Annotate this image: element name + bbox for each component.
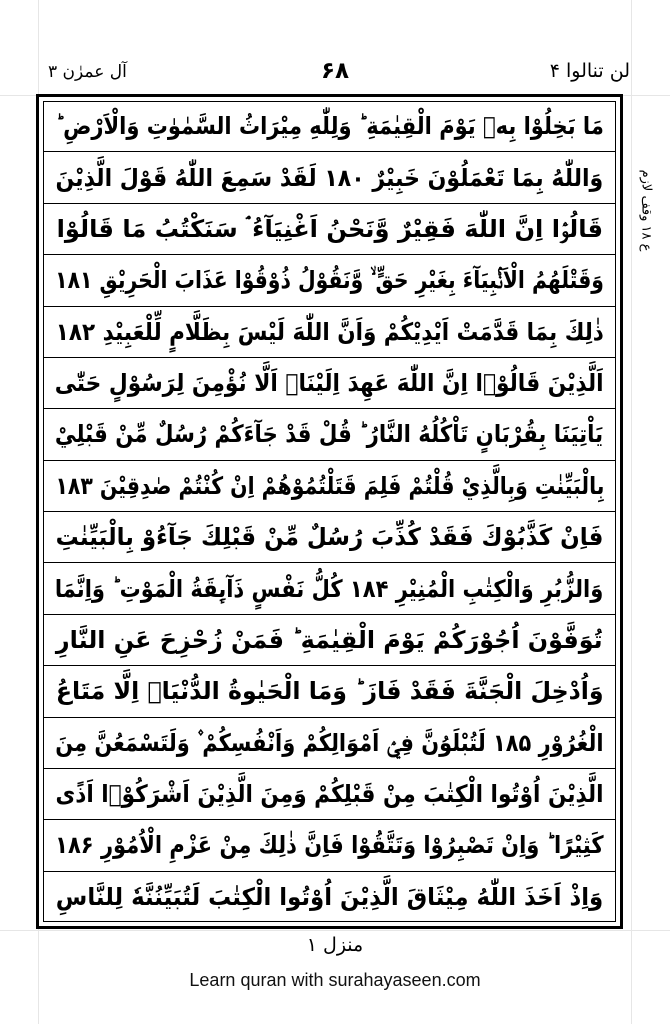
verse-line (43, 512, 616, 563)
verse-line (43, 204, 616, 255)
verse-line (43, 666, 616, 717)
verse-line-text: وَالزُّبُرِ وَالْكِتٰبِ الْمُنِيْرِ ۱۸۴ كُلُّ نَفْسٍ ذَآىِٕقَةُ الْمَوْتِ ؕ وَاِنَّمَا (55, 574, 604, 603)
verse-lines (43, 101, 616, 922)
quran-text-frame (36, 94, 623, 929)
verse-line (43, 820, 616, 871)
verse-line (43, 307, 616, 358)
verse-line-text: تُوَفَّوْنَ اُجُوْرَكُمْ يَوْمَ الْقِيٰمَةِ ؕ فَمَنْ زُحْزِحَ عَنِ النَّارِ (56, 625, 603, 654)
verse-line-text: وَاُدْخِلَ الْجَنَّةَ فَقَدْ فَازَ ؕ وَمَا الْحَيٰوةُ الدُّنْيَاۤ اِلَّا مَتَاعُ (55, 677, 604, 706)
verse-line-text: اَلَّذِيْنَ قَالُوْۤا اِنَّ اللّٰهَ عَهِدَ اِلَيْنَاۤ اَلَّا نُؤْمِنَ لِرَسُوْلٍ حَتّٰى (55, 369, 604, 398)
surah-name: آل عمرٰن ۳ (48, 62, 127, 82)
verse-line-text: ذٰلِكَ بِمَا قَدَّمَتْ اَيْدِيْكُمْ وَاَنَّ اللّٰهَ لَيْسَ بِظَلَّامٍ لِّلْعَبِيْدِ ۱۸۲ (55, 317, 604, 346)
verse-line (43, 563, 616, 614)
verse-line-text: مَا بَخِلُوْا بِهٖ يَوْمَ الْقِيٰمَةِ ؕ وَلِلّٰهِ مِيْرَاثُ السَّمٰوٰتِ وَالْاَرْضِ ؕ (55, 112, 604, 141)
verse-line-text: قَالُوْۤا اِنَّ اللّٰهَ فَقِيْرٌ وَّنَحْنُ اَغْنِيَآءُ ۘ سَنَكْتُبُ مَا قَالُوْا (56, 214, 603, 243)
margin-ruku-note (626, 150, 666, 270)
verse-line-text: يَاْتِيَنَا بِقُرْبَانٍ تَاْكُلُهُ النَّارُ ؕ قُلْ قَدْ جَآءَكُمْ رُسُلٌ مِّنْ قَبْلِيْ (55, 420, 604, 449)
verse-line-text: بِالْبَيِّنٰتِ وَبِالَّذِيْ قُلْتُمْ فَلِمَ قَتَلْتُمُوْهُمْ اِنْ كُنْتُمْ صٰدِقِيْنَ ۱۸۳ (55, 471, 604, 500)
ruku-marker-text: ع ۱۸ وقف لازم (638, 169, 654, 251)
verse-line-text: فَاِنْ كَذَّبُوْكَ فَقَدْ كُذِّبَ رُسُلٌ مِّنْ قَبْلِكَ جَآءُوْ بِالْبَيِّنٰتِ (55, 523, 604, 552)
margin-guide-bottom (0, 930, 670, 931)
verse-line-text: وَاللّٰهُ بِمَا تَعْمَلُوْنَ خَبِيْرٌ ۱۸۰ لَقَدْ سَمِعَ اللّٰهُ قَوْلَ الَّذِيْنَ (55, 163, 604, 192)
verse-line (43, 409, 616, 460)
verse-line (43, 255, 616, 306)
manzil-label: منزل ۱ (306, 934, 364, 956)
credit-text: Learn quran with surahayaseen.com (189, 970, 481, 990)
verse-line (43, 152, 616, 203)
page-header (40, 58, 630, 94)
verse-line (43, 101, 616, 152)
verse-line-text: كَثِيْرًا ؕ وَاِنْ تَصْبِرُوْا وَتَتَّقُوْا فَاِنَّ ذٰلِكَ مِنْ عَزْمِ الْاُمُوْرِ ۱۸۶ (55, 831, 604, 860)
para-name: لن تنالوا ۴ (549, 60, 630, 82)
verse-line (43, 769, 616, 820)
verse-line-text: الْغُرُوْرِ ۱۸۵ لَتُبْلَوُنَّ فِيْۤ اَمْوَالِكُمْ وَاَنْفُسِكُمْ ۫ وَلَتَسْمَعُنَّ مِنَ (55, 728, 604, 757)
verse-line-text: الَّذِيْنَ اُوْتُوا الْكِتٰبَ مِنْ قَبْلِكُمْ وَمِنَ الَّذِيْنَ اَشْرَكُوْۤا اَذًى (55, 780, 604, 809)
verse-line (43, 358, 616, 409)
verse-line-text: وَقَتْلَهُمُ الْاَنْۢبِيَآءَ بِغَيْرِ حَقٍّ ۙ وَّنَقُوْلُ ذُوْقُوْا عَذَابَ الْحَرِيْقِ ۱۸۱ (55, 266, 604, 295)
verse-line (43, 872, 616, 922)
verse-line (43, 615, 616, 666)
verse-line-text: وَاِذْ اَخَذَ اللّٰهُ مِيْثَاقَ الَّذِيْنَ اُوْتُوا الْكِتٰبَ لَتُبَيِّنُنَّهٗ لِلنَّاسِ (55, 882, 604, 911)
page-number: ۶۸ (320, 58, 350, 84)
verse-line (43, 718, 616, 769)
verse-line (43, 461, 616, 512)
